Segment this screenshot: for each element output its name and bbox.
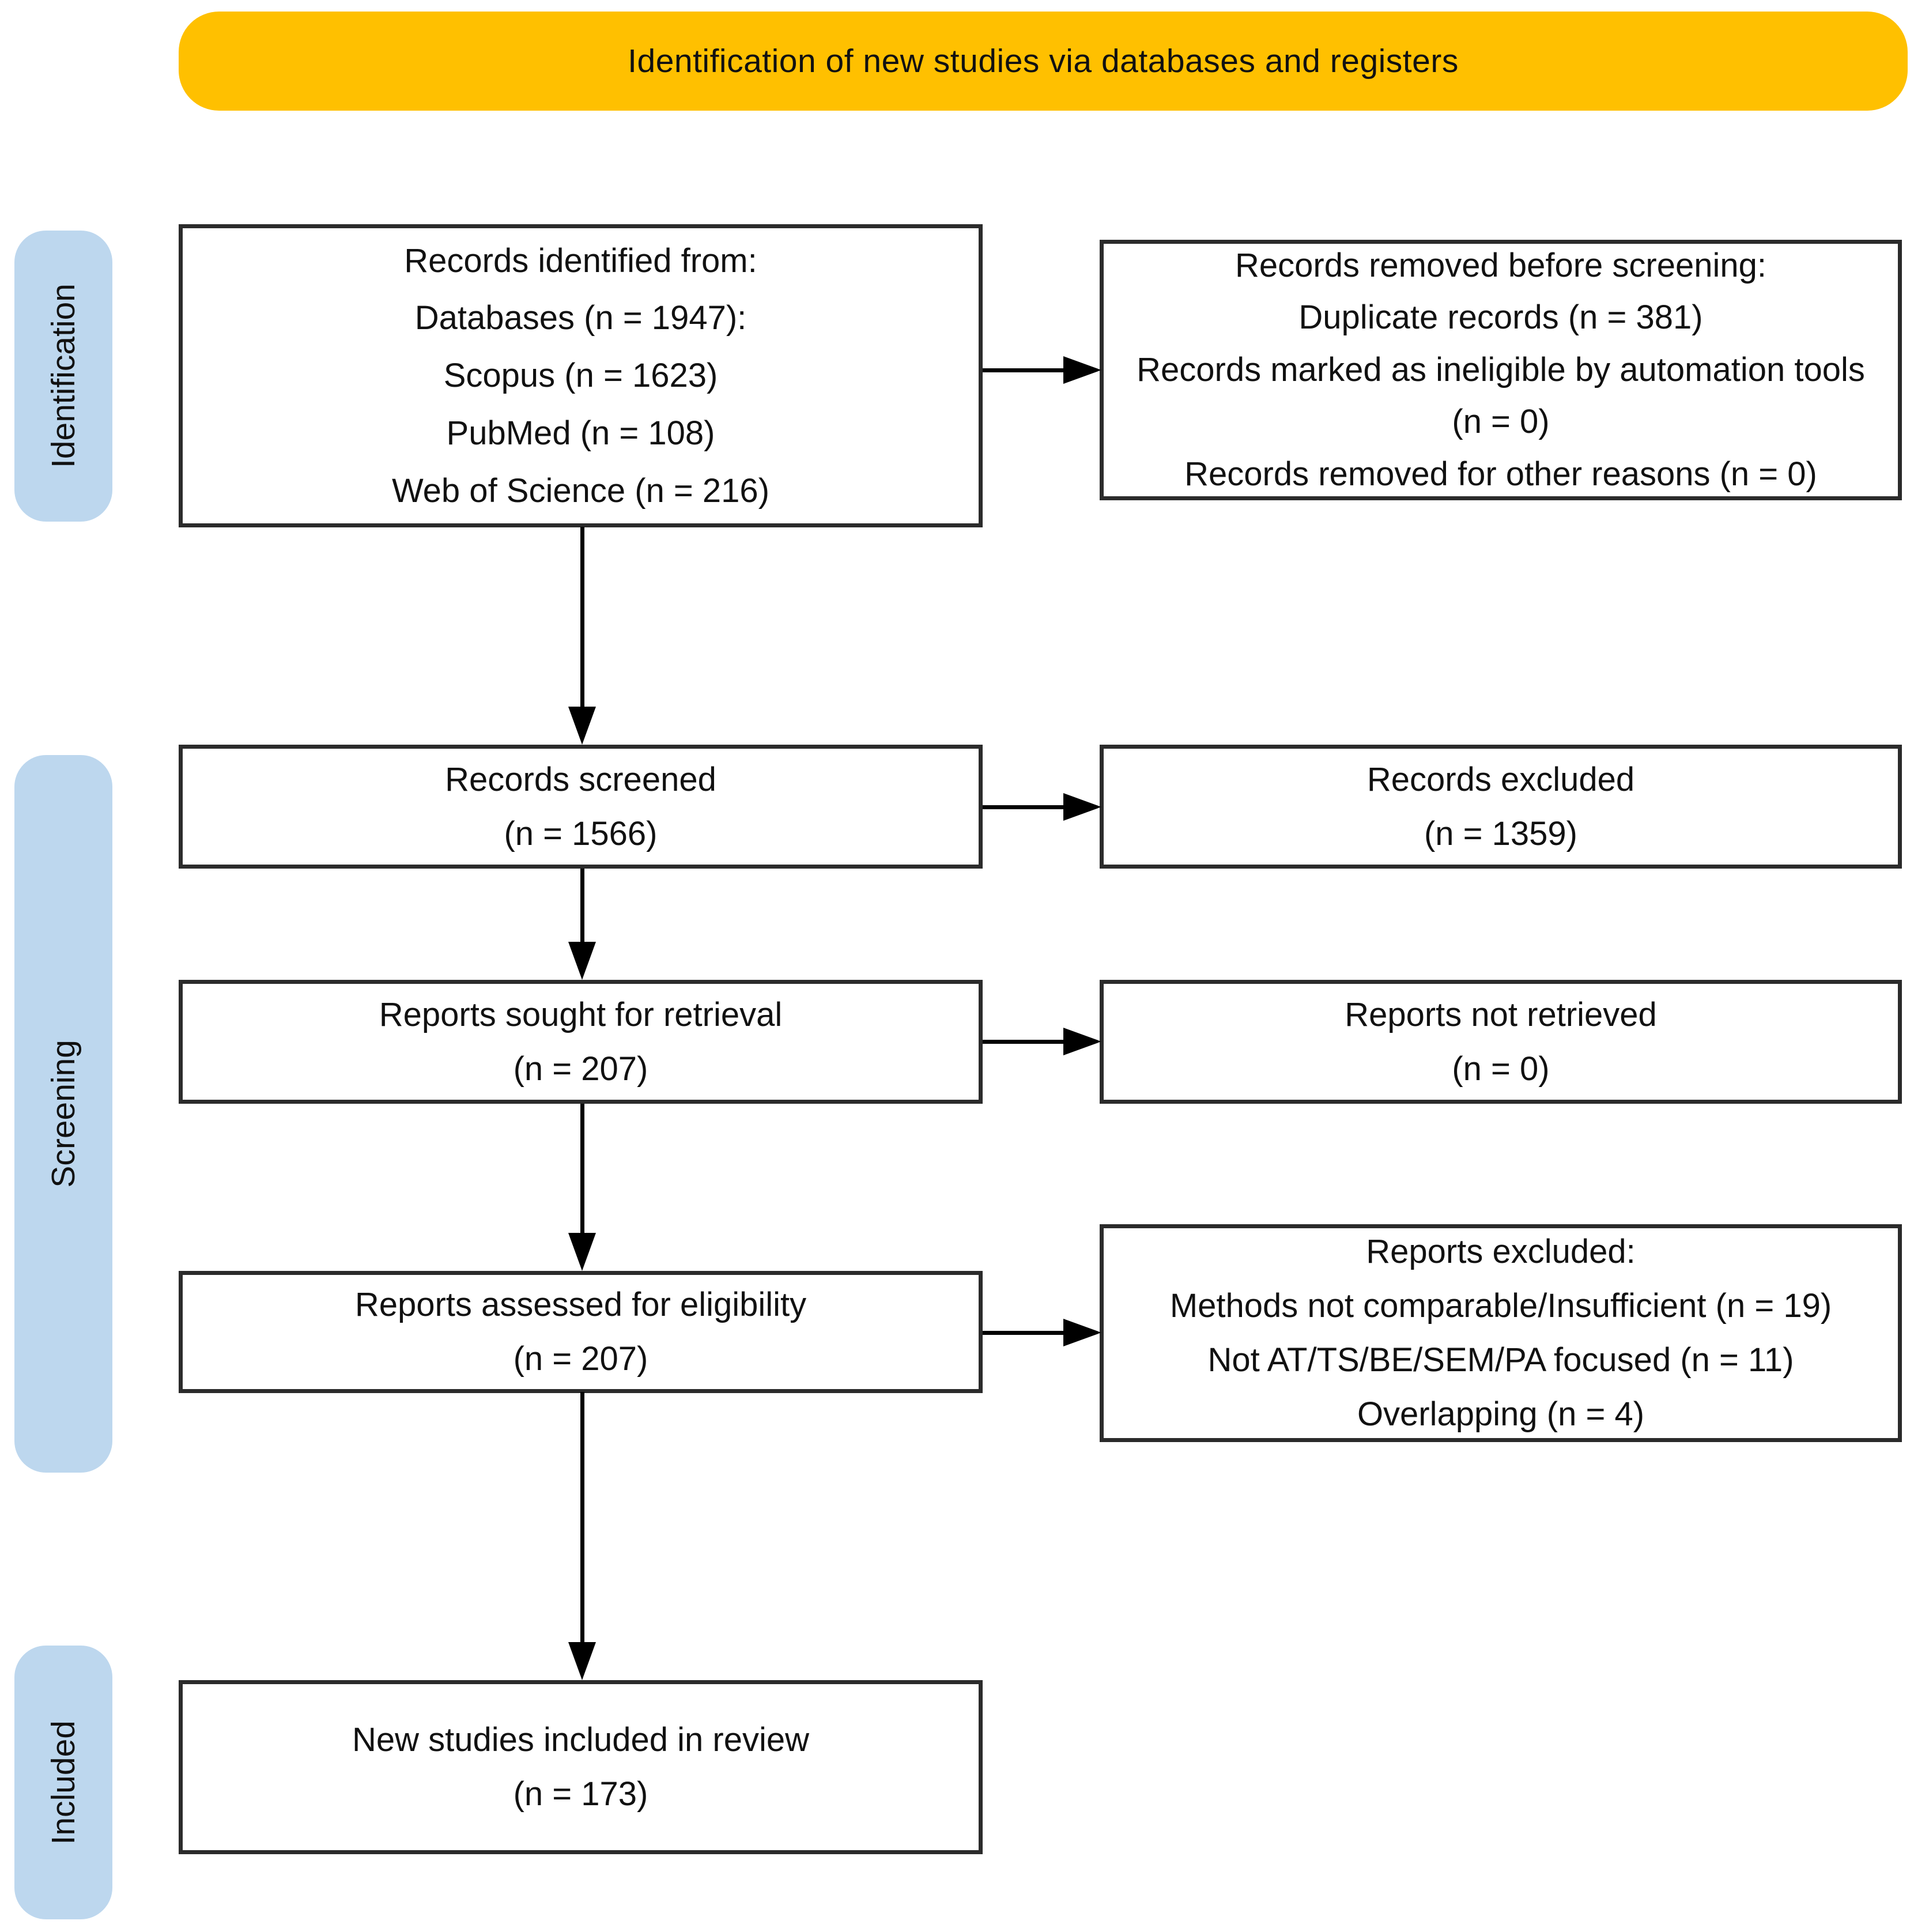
- arrow-head-sought-to-assessed: [568, 1233, 596, 1271]
- arrow-head-assessed-to-reports-excluded: [1063, 1319, 1101, 1346]
- box-reports-not-retrieved: [1100, 980, 1902, 1104]
- stage-label-identification: Identification: [45, 284, 82, 469]
- box-records-excluded: [1100, 745, 1902, 869]
- arrow-line-sought-to-not-retrieved: [983, 1040, 1066, 1044]
- arrow-line-screened-to-excluded: [983, 805, 1066, 809]
- stage-band-screening: [14, 755, 112, 1473]
- box-reports-assessed: [179, 1271, 983, 1393]
- stage-band-identification: [14, 231, 112, 522]
- title-banner-label: Identification of new studies via databases and registers: [628, 43, 1459, 80]
- arrow-line-identified-to-removed: [983, 368, 1066, 372]
- stage-label-included: Included: [45, 1720, 82, 1845]
- arrow-head-identified-to-removed: [1063, 356, 1101, 384]
- arrow-line-screened-to-sought: [580, 869, 584, 945]
- arrow-head-screened-to-sought: [568, 942, 596, 980]
- box-reports-sought-text: Reports sought for retrieval (n = 207): [379, 995, 783, 1088]
- box-records-identified: [179, 224, 983, 527]
- arrow-head-sought-to-not-retrieved: [1063, 1028, 1101, 1055]
- box-records-identified-text: Records identified from: Databases (n = 1947): Scopus (n = 1623) PubMed (n = 108) Web of Science (n = 216): [391, 242, 770, 510]
- box-records-excluded-text: Records excluded (n = 1359): [1366, 760, 1635, 852]
- arrow-line-assessed-to-included: [580, 1392, 584, 1646]
- box-records-removed-text: Records removed before screening: Duplicate records (n = 381) Records marked as ineligible by automation tools (n = 0) Records removed for other reasons (n = 0): [1137, 246, 1865, 493]
- arrow-line-identified-to-screened: [580, 527, 584, 710]
- box-reports-excluded-text: Reports excluded: Methods not comparable/Insufficient (n = 19) Not AT/TS/BE/SEM/PA focused (n = 11) Overlapping (n = 4): [1169, 1233, 1832, 1433]
- arrow-head-screened-to-excluded: [1063, 793, 1101, 821]
- box-reports-assessed-text: Reports assessed for eligibility (n = 207): [354, 1286, 807, 1378]
- arrow-head-identified-to-screened: [568, 707, 596, 745]
- arrow-line-assessed-to-reports-excluded: [983, 1331, 1066, 1335]
- box-reports-not-retrieved-text: Reports not retrieved (n = 0): [1345, 995, 1657, 1088]
- box-reports-sought: [179, 980, 983, 1104]
- stage-label-screening: Screening: [45, 1040, 82, 1188]
- stage-band-included: [14, 1646, 112, 1919]
- title-banner: [179, 12, 1908, 111]
- box-records-screened: [179, 745, 983, 869]
- box-new-studies-included-text: New studies included in review (n = 173): [352, 1721, 810, 1813]
- box-reports-excluded: [1100, 1224, 1902, 1442]
- arrow-line-sought-to-assessed: [580, 1104, 584, 1236]
- box-new-studies-included: [179, 1680, 983, 1854]
- box-records-removed: [1100, 240, 1902, 500]
- box-records-screened-text: Records screened (n = 1566): [445, 760, 716, 852]
- arrow-head-assessed-to-included: [568, 1642, 596, 1680]
